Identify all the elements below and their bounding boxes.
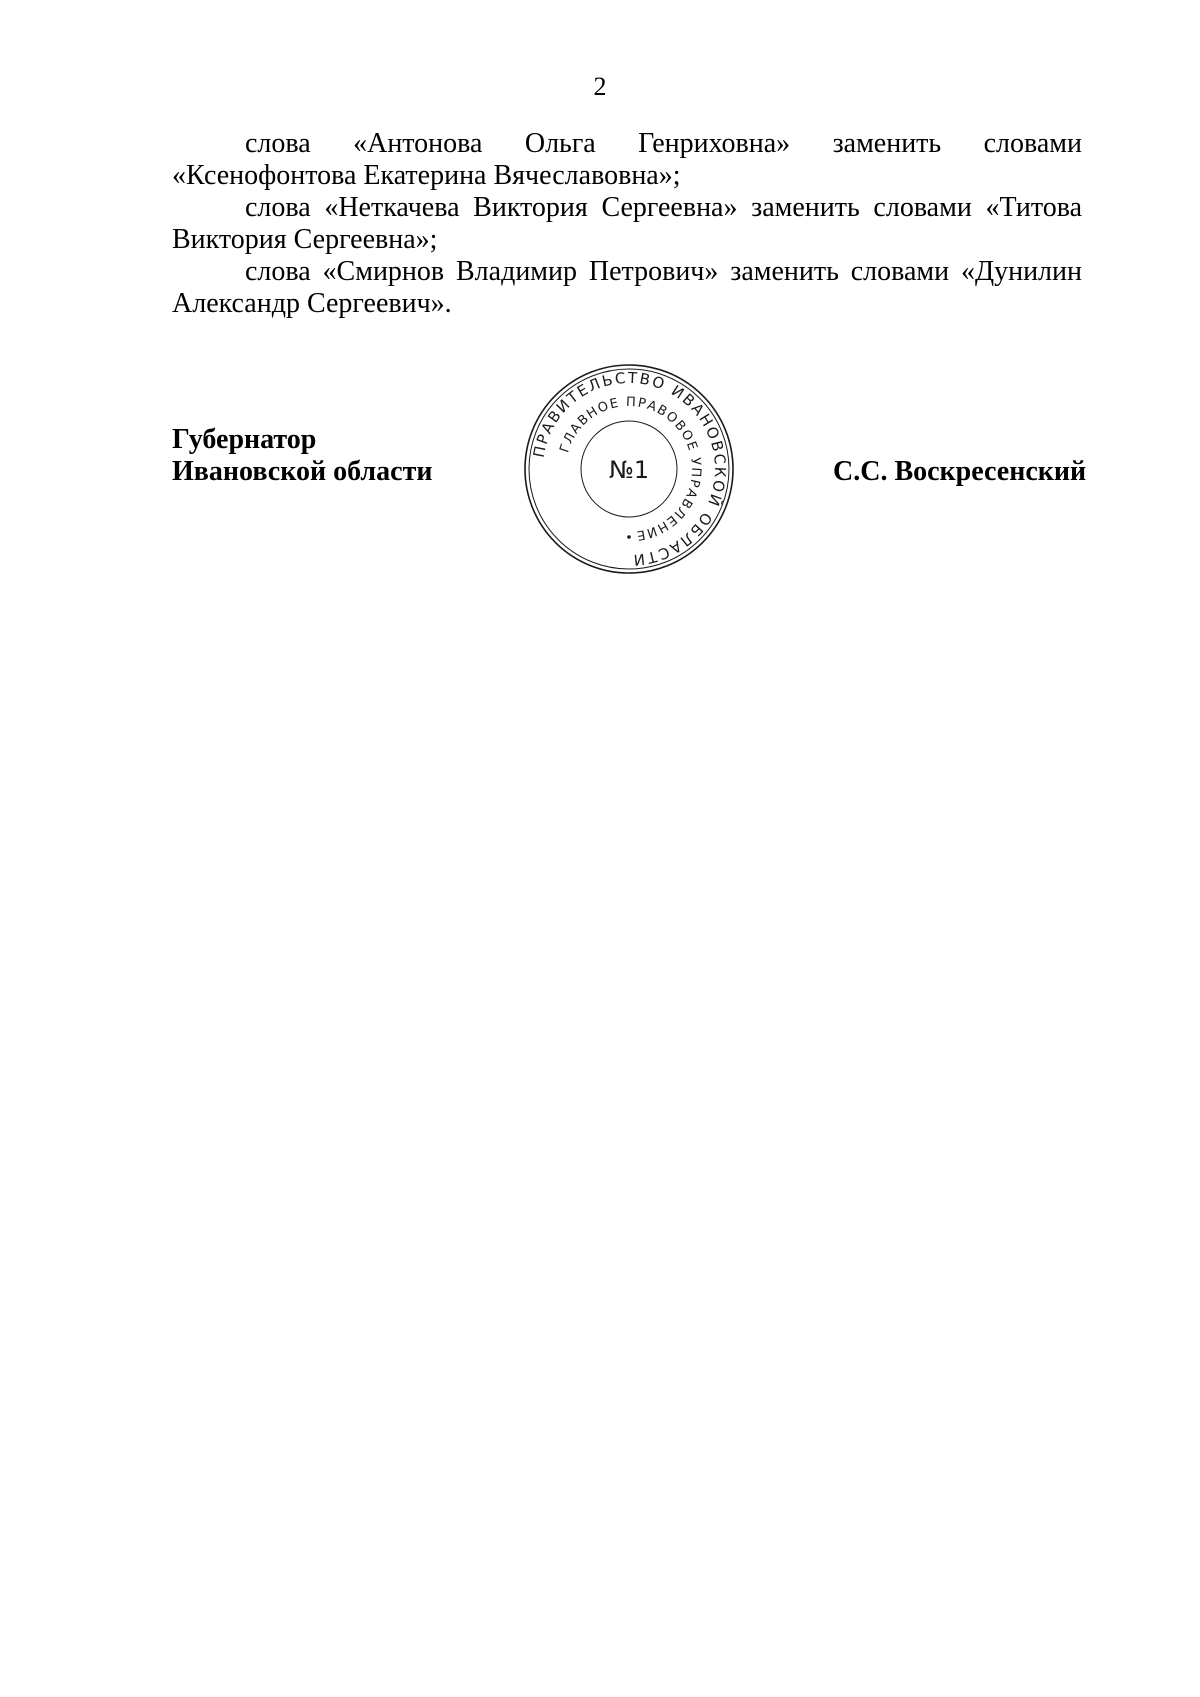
official-seal: [522, 362, 736, 576]
body-text: [172, 128, 1082, 320]
paragraph-1: слова «Антонова Ольга Генриховна» заменить словами «Ксенофонтова Екатерина Вячеславовна»;: [172, 128, 1082, 191]
seal-stamp-icon: [522, 362, 736, 576]
signatory-name: С.С. Воскресенский: [833, 456, 1087, 487]
page-number: 2: [593, 72, 607, 101]
paragraph-2: слова «Неткачева Виктория Сергеевна» заменить словами «Титова Виктория Сергеевна»;: [172, 192, 1082, 255]
signatory-position: [172, 424, 432, 488]
paragraph-3: слова «Смирнов Владимир Петрович» заменить словами «Дунилин Александр Сергеевич».: [172, 256, 1082, 319]
signatory-position-line-2: Ивановской области: [172, 456, 433, 487]
seal-number: №1: [608, 456, 650, 484]
seal-outer-text: ПРАВИТЕЛЬСТВО ИВАНОВСКОЙ ОБЛАСТИ: [529, 368, 730, 570]
seal-inner-text: ГЛАВНОЕ ПРАВОВОЕ УПРАВЛЕНИЕ: [557, 394, 704, 543]
signatory-position-line-1: Губернатор: [172, 424, 317, 455]
